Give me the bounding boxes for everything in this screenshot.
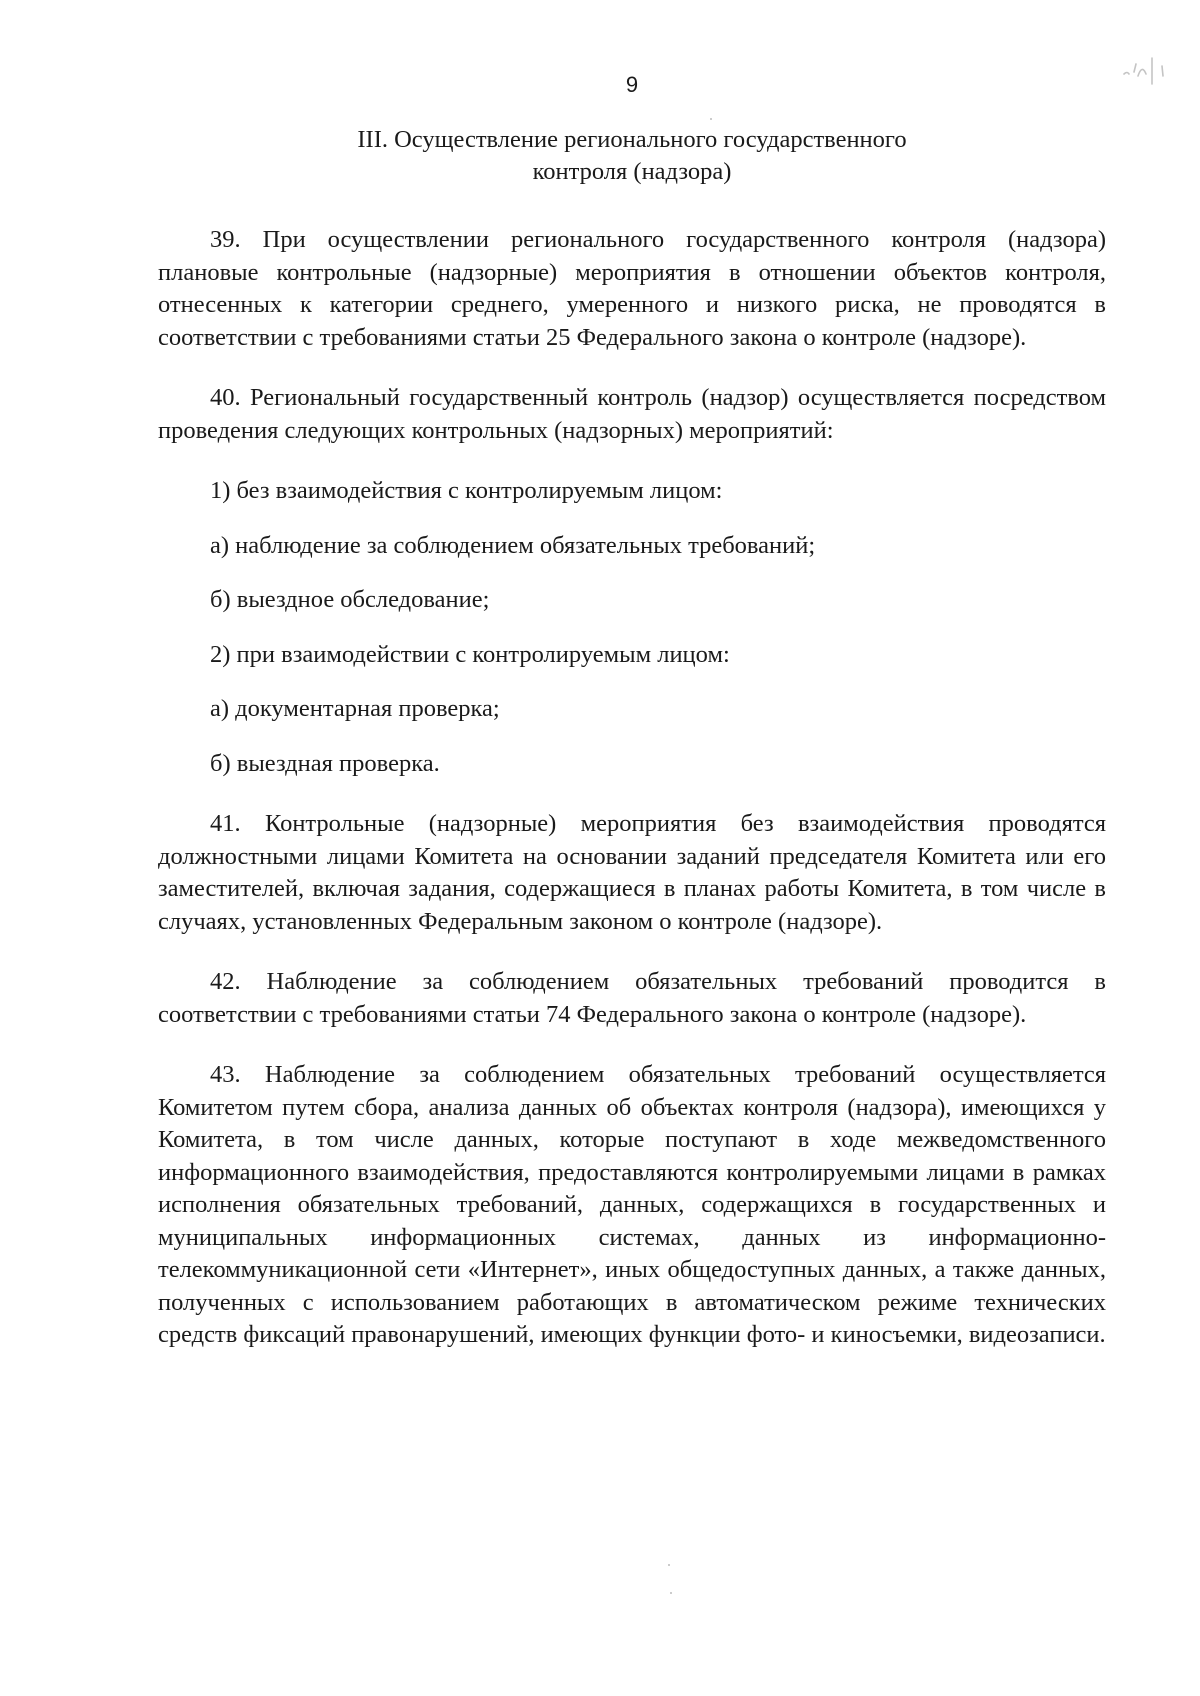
handwritten-mark-icon-svg bbox=[1118, 48, 1178, 88]
list-item-1b: б) выездное обследование; bbox=[210, 586, 490, 613]
paragraph-39: 39. При осуществлении регионального государственного контроля (надзора) плановые контрольные (надзорные) мероприятия в отношении объектов контроля, отнесенных к категории среднего, умеренного и низкого риска, не проводятся в соответствии с требованиями статьи 25 Федерального закона о контроле (надзоре). bbox=[158, 226, 1106, 351]
list-item-1a: а) наблюдение за соблюдением обязательных требований; bbox=[210, 531, 816, 559]
list-item-2b: б) выездная проверка. bbox=[210, 749, 440, 777]
paragraph-41: 41. Контрольные (надзорные) мероприятия без взаимодействия проводятся должностными лицами Комитета на основании заданий председателя Комитета или его заместителей, включая задания, содержащиеся в планах работы Комитета, в том числе в случаях, установленных Федеральным законом о контроле (надзоре). bbox=[158, 810, 1106, 935]
scan-speck bbox=[670, 1592, 672, 1594]
page-number: 9 bbox=[625, 72, 639, 97]
paragraph-40: 40. Региональный государственный контроль (надзор) осуществляется посредством проведения следующих контрольных (надзорных) мероприятий: bbox=[158, 384, 1106, 444]
list-item-2: 2) при взаимодействии с контролируемым лицом: bbox=[210, 640, 730, 668]
scan-speck bbox=[668, 1564, 670, 1566]
list-item-1: 1) без взаимодействия с контролируемым лицом: bbox=[210, 477, 723, 504]
list-item-2a: а) документарная проверка; bbox=[210, 695, 500, 722]
handwritten-mark-icon bbox=[1118, 48, 1178, 93]
section-title bbox=[158, 124, 1106, 188]
paragraph-42: 42. Наблюдение за соблюдением обязательных требований проводится в соответствии с требованиями статьи 74 Федерального закона о контроле (надзоре). bbox=[158, 968, 1106, 1028]
section-title-line-1: III. Осуществление регионального государственного bbox=[357, 126, 907, 153]
section-title-line-2: контроля (надзора) bbox=[532, 158, 732, 185]
document-body bbox=[158, 124, 1106, 1380]
scan-speck bbox=[710, 118, 712, 120]
paragraph-43: 43. Наблюдение за соблюдением обязательных требований осуществляется Комитетом путем сбора, анализа данных об объектах контроля (надзора), имеющихся у Комитета, в том числе данных, которые поступают в ходе межведомственного информационного взаимодействия, предоставляются контролируемыми лицами в рамках исполнения обязательных требований, данных, содержащихся в государственных и муниципальных информационных системах, данных из информационно-телекоммуникационной сети «Интернет», иных общедоступных данных, а также данных, полученных с использованием работающих в автоматическом режиме технических средств фиксаций правонарушений, имеющих функции фото- и киносъемки, видеозаписи. bbox=[158, 1061, 1106, 1348]
